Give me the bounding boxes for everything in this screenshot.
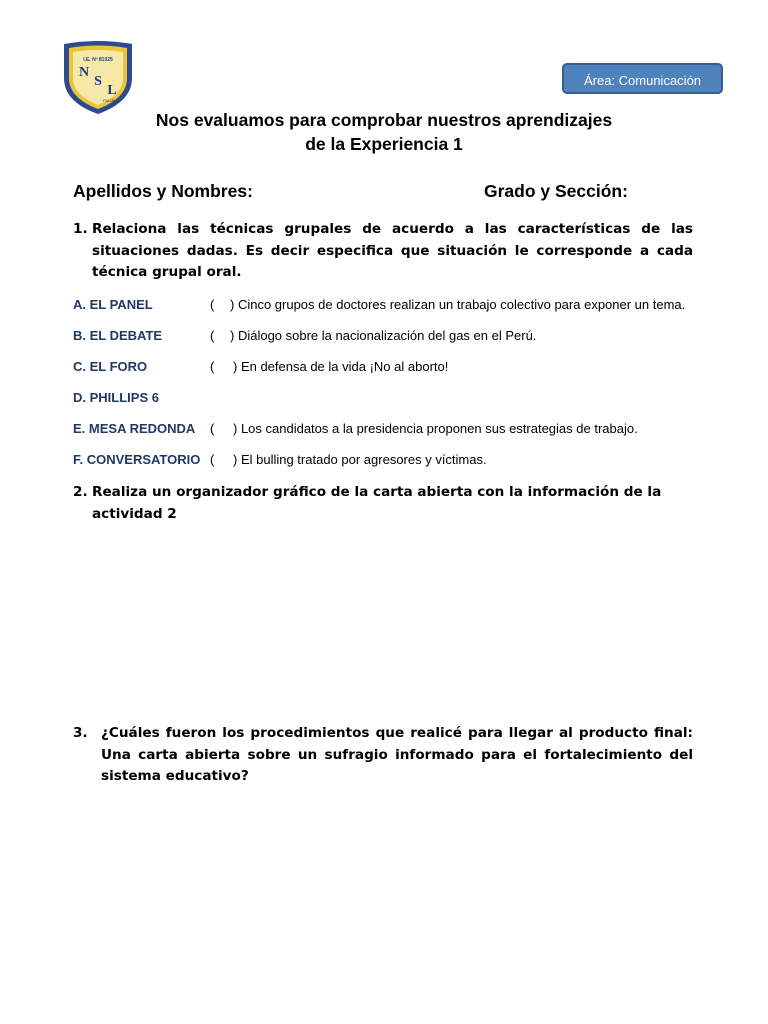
situation-6: ) El bulling tratado por agresores y víctimas.	[233, 452, 487, 467]
situation-1: ) Cinco grupos de doctores realizan un trabajo colectivo para exponer un tema.	[230, 297, 686, 312]
question-3	[73, 723, 693, 788]
grade-label: Grado y Sección:	[484, 181, 628, 201]
answer-blank-6[interactable]: (	[210, 452, 215, 467]
technique-e: E. MESA REDONDA	[73, 421, 196, 436]
page-title-line-2: de la Experiencia 1	[305, 134, 463, 154]
technique-d: D. PHILLIPS 6	[73, 390, 159, 405]
technique-f: F. CONVERSATORIO	[73, 452, 201, 467]
question-1	[73, 219, 693, 284]
question-number: 1.	[73, 221, 88, 237]
svg-text:L: L	[107, 83, 117, 98]
technique-a: A. EL PANEL	[73, 297, 153, 312]
answer-blank-1[interactable]: (	[210, 297, 215, 312]
answer-blank-5[interactable]: (	[210, 421, 215, 436]
page-title-line-1: Nos evaluamos para comprobar nuestros aprendizajes	[155, 110, 613, 130]
question-2	[73, 482, 673, 525]
situation-2: ) Diálogo sobre la nacionalización del gas en el Perú.	[230, 328, 537, 343]
answer-blank-3[interactable]: (	[210, 359, 215, 374]
shield-icon	[60, 40, 136, 116]
svg-text:PAIJÁN: PAIJÁN	[103, 98, 117, 103]
area-badge: Área: Comunicación	[562, 63, 723, 94]
question-number: 3.	[73, 725, 88, 741]
situation-3: ) En defensa de la vida ¡No al aborto!	[233, 359, 449, 374]
question-text: Relaciona las técnicas grupales de acuerdo a las características de las situaciones dadas. Es decir especifica que situación le corresponde a cada técnica grupal oral.	[92, 221, 693, 280]
question-text: ¿Cuáles fueron los procedimientos que realicé para llegar al producto final: Una carta abierta sobre un sufragio informado para el fortalecimiento del sistema educativo?	[101, 725, 693, 784]
names-label: Apellidos y Nombres:	[73, 181, 253, 201]
technique-b: B. EL DEBATE	[73, 328, 163, 343]
school-shield-logo	[60, 40, 136, 116]
answer-blank-2[interactable]: (	[210, 328, 215, 343]
situation-5: ) Los candidatos a la presidencia proponen sus estrategias de trabajo.	[233, 421, 638, 436]
question-number: 2.	[73, 484, 88, 500]
svg-text:N: N	[78, 65, 90, 80]
question-text: Realiza un organizador gráfico de la carta abierta con la información de la actividad 2	[92, 484, 662, 522]
svg-text:S: S	[94, 74, 102, 89]
technique-c: C. EL FORO	[73, 359, 148, 374]
svg-text:I.E. Nº 81025: I.E. Nº 81025	[83, 57, 113, 63]
